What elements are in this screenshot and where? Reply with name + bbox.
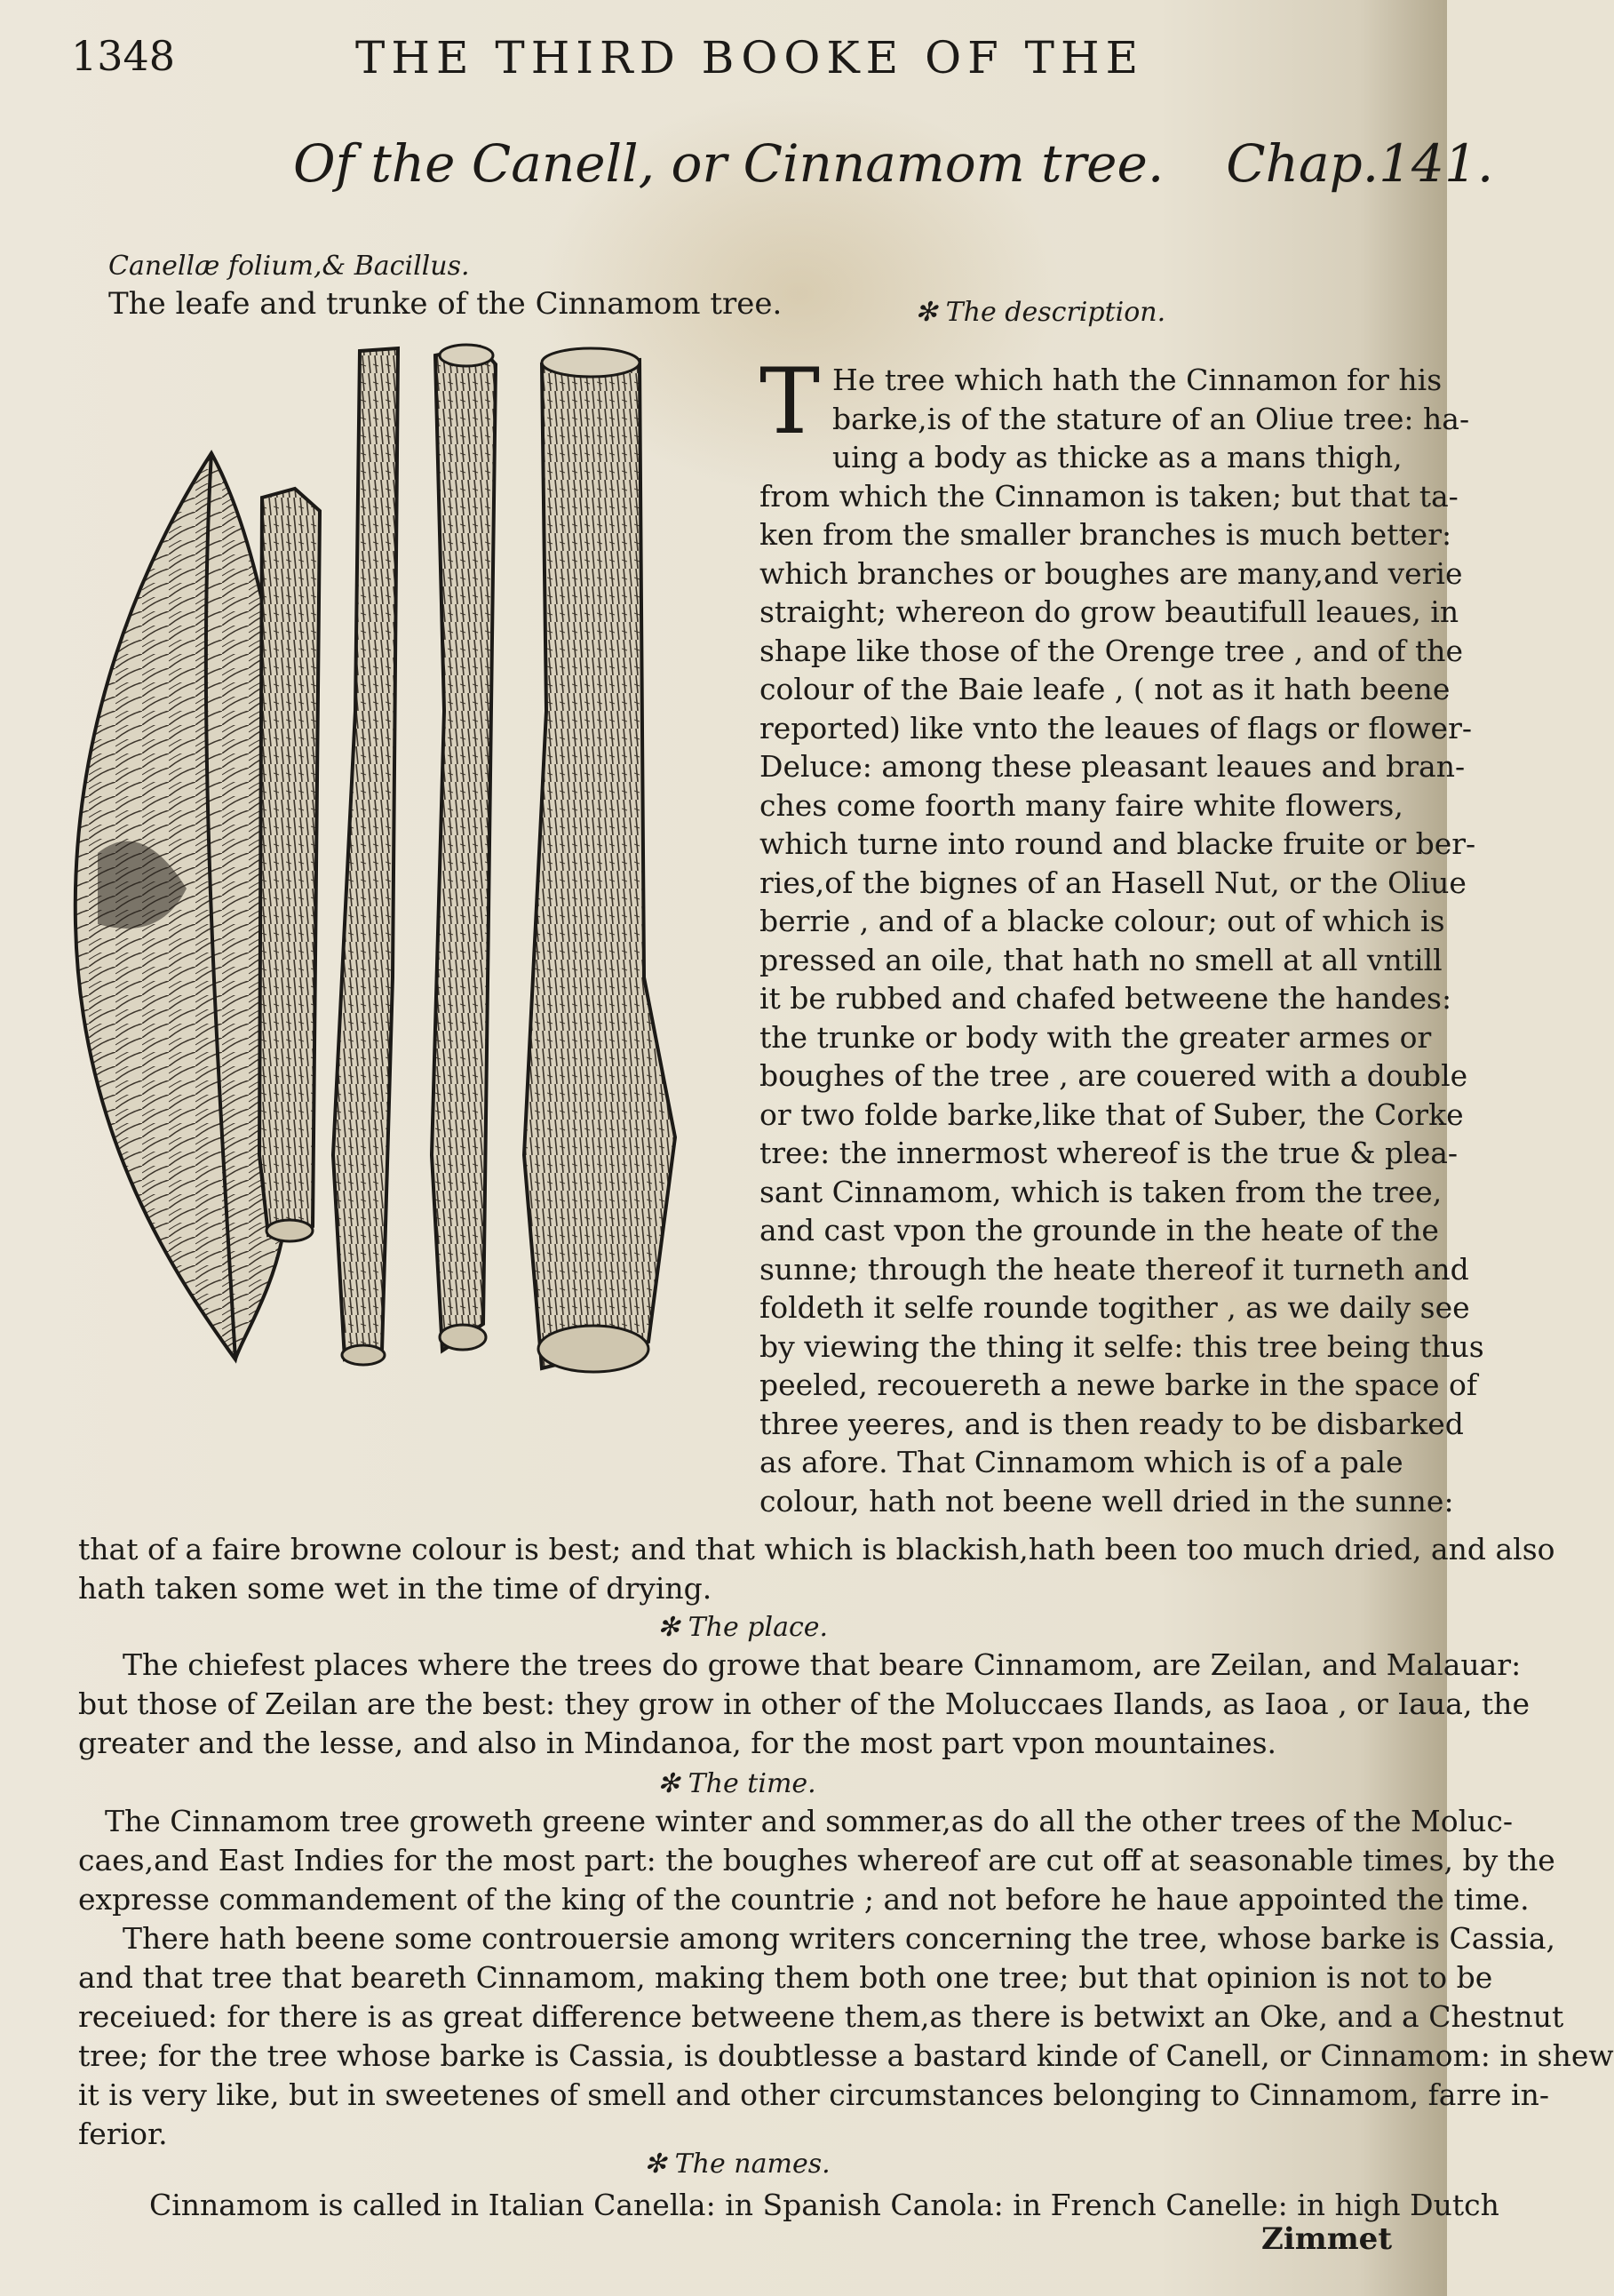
figure-caption-latin: Canellæ folium,& Bacillus. bbox=[108, 251, 470, 282]
book-title: THE THIRD BOOKE OF THE bbox=[355, 32, 1145, 84]
text-line: expresse commandement of the king of the countrie ; and not before he haue appointed the time. bbox=[78, 1882, 1530, 1917]
text-line: hath taken some wet in the time of drying. bbox=[78, 1571, 712, 1606]
text-line: which branches or boughes are many,and verie bbox=[759, 555, 1463, 591]
description-text-column bbox=[759, 349, 1484, 1520]
chapter-title bbox=[293, 133, 1493, 194]
text-line: receiued: for there is as great difference betweene them,as there is betwixt an Oke, and a Chestnut bbox=[78, 1999, 1564, 2034]
woodcut-illustration bbox=[62, 355, 702, 1386]
text-line: straight; whereon do grow beautifull leaues, in bbox=[759, 594, 1459, 629]
text-line: and that tree that beareth Cinnamom, making them both one tree; but that opinion is not to be bbox=[78, 1960, 1493, 1995]
text-line: colour of the Baie leafe , ( not as it hath beene bbox=[759, 672, 1451, 706]
bark-stick-4 bbox=[524, 348, 675, 1372]
text-line: shape like those of the Orenge tree , and of the bbox=[759, 633, 1464, 668]
text-line: tree; for the tree whose barke is Cassia, is doubtlesse a bastard kinde of Canell, or Cinnamom: in shew bbox=[78, 2038, 1614, 2073]
text-line: or two folde barke,like that of Suber, the Corke bbox=[759, 1096, 1464, 1132]
text-line: pressed an oile, that hath no smell at all vntill bbox=[759, 942, 1443, 977]
text-line: it be rubbed and chafed betweene the handes: bbox=[759, 981, 1452, 1016]
section-heading-time: ✻ The time. bbox=[657, 1768, 816, 1799]
text-line: sant Cinnamom, which is taken from the tree, bbox=[759, 1174, 1443, 1209]
text-line: sunne; through the heate thereof it turneth and bbox=[759, 1251, 1469, 1287]
running-head bbox=[71, 32, 1181, 94]
names-text bbox=[78, 2186, 1499, 2225]
text-line: ries,of the bignes of an Hasell Nut, or the Oliue bbox=[759, 865, 1467, 900]
text-line: uing a body as thicke as a mans thigh, bbox=[832, 440, 1403, 474]
catchword: Zimmet bbox=[1261, 2221, 1393, 2257]
text-line: The Cinnamom tree groweth greene winter and sommer,as do all the other trees of the Moluc- bbox=[105, 1804, 1514, 1838]
text-line: by viewing the thing it selfe: this tree being thus bbox=[759, 1328, 1484, 1364]
text-line: the trunke or body with the greater armes or bbox=[759, 1019, 1432, 1055]
bark-stick-2 bbox=[333, 348, 398, 1365]
text-line: tree: the innermost whereof is the true & plea- bbox=[759, 1136, 1459, 1170]
text-line: as afore. That Cinnamom which is of a pale bbox=[759, 1445, 1403, 1479]
bark-stick-3 bbox=[432, 345, 496, 1351]
text-line: reported) like vnto the leaues of flags or flower- bbox=[759, 710, 1473, 745]
text-line: but those of Zeilan are the best: they grow in other of the Moluccaes Ilands, as Iaoa , or Iaua, the bbox=[78, 1686, 1530, 1721]
text-line: There hath beene some controuersie among writers concerning the tree, whose barke is Cassia, bbox=[123, 1921, 1556, 1956]
figure-caption-english: The leafe and trunke of the Cinnamom tree. bbox=[108, 286, 783, 322]
text-line: Cinnamom is called in Italian Canella: in Spanish Canola: in French Canelle: in high Dutch bbox=[149, 2188, 1499, 2222]
text-line: foldeth it selfe rounde togither , as we daily see bbox=[759, 1290, 1470, 1325]
bark-stick-1 bbox=[259, 489, 320, 1241]
text-line: peeled, recouereth a newe barke in the space of bbox=[759, 1367, 1478, 1402]
section-heading-description: ✻ The description. bbox=[915, 297, 1166, 328]
text-line: from which the Cinnamon is taken; but that ta- bbox=[759, 478, 1459, 514]
text-line: Deluce: among these pleasant leaues and bran- bbox=[759, 749, 1466, 784]
text-line: caes,and East Indies for the most part: the boughes whereof are cut off at seasonable times, by the bbox=[78, 1843, 1555, 1877]
chapter-number: Chap.141. bbox=[1226, 133, 1494, 194]
text-line: and cast vpon the grounde in the heate of the bbox=[759, 1213, 1439, 1248]
text-line: ferior. bbox=[78, 2117, 168, 2151]
text-line: ken from the smaller branches is much better: bbox=[759, 517, 1452, 552]
drop-cap: T bbox=[759, 349, 821, 455]
text-line: barke,is of the stature of an Oliue tree: ha- bbox=[832, 401, 1470, 436]
text-line: colour, hath not beene well dried in the sunne: bbox=[759, 1483, 1454, 1519]
text-line: boughes of the tree , are couered with a double bbox=[759, 1058, 1468, 1093]
text-line: berrie , and of a blacke colour; out of which is bbox=[759, 904, 1445, 938]
text-line: it is very like, but in sweetenes of smell and other circumstances belonging to Cinnamom, farre in- bbox=[78, 2077, 1550, 2112]
text-line: He tree which hath the Cinnamon for his bbox=[832, 363, 1443, 397]
page-number: 1348 bbox=[71, 32, 176, 80]
section-heading-names: ✻ The names. bbox=[644, 2149, 831, 2180]
text-line: greater and the lesse, and also in Mindanoa, for the most part vpon mountaines. bbox=[78, 1726, 1277, 1760]
text-line: ches come foorth many faire white flowers, bbox=[759, 787, 1403, 823]
text-line: three yeeres, and is then ready to be disbarked bbox=[759, 1406, 1464, 1441]
place-text bbox=[78, 1646, 1530, 1763]
text-line: that of a faire browne colour is best; and that which is blackish,hath been too much dried, and also bbox=[78, 1532, 1555, 1567]
text-line: which turne into round and blacke fruite or ber- bbox=[759, 826, 1476, 861]
time-text bbox=[78, 1802, 1614, 2154]
chapter-title-text: Of the Canell, or Cinnamom tree. bbox=[293, 133, 1165, 194]
text-line: The chiefest places where the trees do growe that beare Cinnamom, are Zeilan, and Malauar: bbox=[123, 1647, 1522, 1682]
section-heading-place: ✻ The place. bbox=[657, 1612, 829, 1643]
description-continuation bbox=[78, 1530, 1555, 1608]
